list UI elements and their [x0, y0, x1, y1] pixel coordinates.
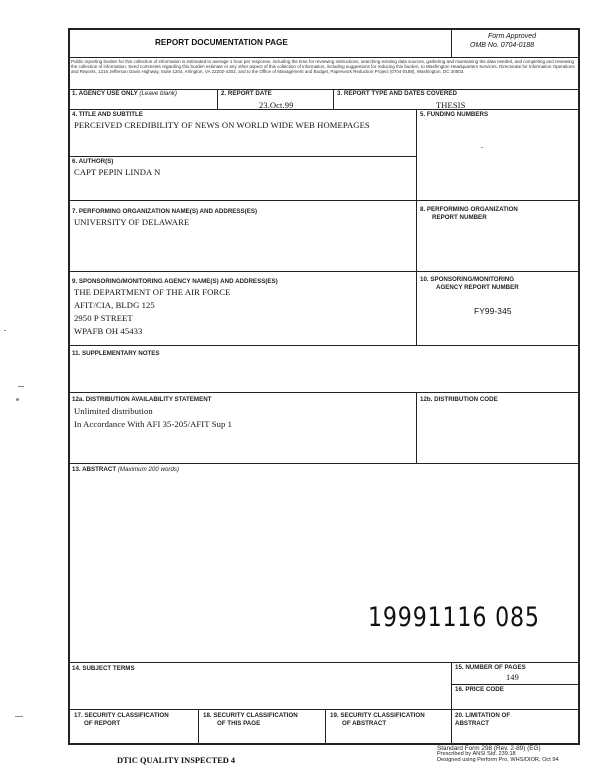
performing-org-value: UNIVERSITY OF DELAWARE: [74, 217, 190, 227]
subject-terms-label: 14. SUBJECT TERMS: [72, 665, 135, 672]
dtic-quality-stamp: DTIC QUALITY INSPECTED 4: [117, 756, 236, 765]
report-type-label: 3. REPORT TYPE AND DATES COVERED: [337, 90, 457, 97]
sec-report-label: 17. SECURITY CLASSIFICATION OF REPORT: [74, 712, 169, 727]
form-title: REPORT DOCUMENTATION PAGE: [155, 38, 288, 47]
title-value: PERCEIVED CREDIBILITY OF NEWS ON WORLD WIDE WEB HOMEPAGES: [74, 120, 370, 130]
authors-label: 6. AUTHOR(S): [72, 158, 114, 165]
performing-report-label: 8. PERFORMING ORGANIZATION REPORT NUMBER: [420, 206, 518, 221]
report-date-label: 2. REPORT DATE: [221, 90, 272, 97]
sponsoring-report-label: 10. SPONSORING/MONITORING AGENCY REPORT NUMBER: [420, 276, 519, 291]
num-pages-value: 149: [506, 673, 519, 682]
funding-label: 5. FUNDING NUMBERS: [420, 111, 489, 118]
sponsoring-line-2: AFIT/CIA, BLDG 125: [74, 300, 155, 310]
omb-number: OMB No. 0704-0188: [470, 42, 535, 49]
num-pages-label: 15. NUMBER OF PAGES: [455, 664, 526, 671]
sponsoring-line-3: 2950 P STREET: [74, 313, 133, 323]
sponsoring-line-1: THE DEPARTMENT OF THE AIR FORCE: [74, 287, 231, 297]
limitation-label: 20. LIMITATION OF ABSTRACT: [455, 712, 511, 727]
distribution-code-label: 12b. DISTRIBUTION CODE: [420, 396, 498, 403]
burden-statement: Public reporting burden for this collection of information is estimated to average 1 hour per response, including the time for reviewing instructions, searching existing data sources, gathering and maintaining the data needed, and completing and reviewing the collection of information. Send comments regarding this burden estimate or any other aspect of this collection of information, including suggestions for reducing this burden, to Washington Headquarters Services, Directorate for Information Operations and Reports, 1215 Jefferson Davis Highway, Suite 1204, Arlington, VA 22202-4302, and to the Office of Management and Budget, Paperwork Reduction Project (0704-0188), Washington, DC 20503.: [71, 59, 575, 74]
box-abstract: [68, 463, 580, 663]
box-authors: [68, 156, 417, 201]
form-approved: Form Approved: [488, 33, 536, 40]
report-type-value: THESIS: [436, 100, 466, 110]
price-code-label: 16. PRICE CODE: [455, 686, 504, 693]
distribution-label: 12a. DISTRIBUTION AVAILABILITY STATEMENT: [72, 396, 212, 403]
title-label: 4. TITLE AND SUBTITLE: [72, 111, 143, 118]
sponsoring-report-value: FY99-345: [474, 306, 512, 316]
report-date-value: 23.Oct.99: [259, 100, 294, 110]
sec-page-label: 18. SECURITY CLASSIFICATION OF THIS PAGE: [203, 712, 298, 727]
performing-org-label: 7. PERFORMING ORGANIZATION NAME(S) AND ADDRESS(ES): [72, 208, 258, 215]
distribution-line-2: In Accordance With AFI 35-205/AFIT Sup 1: [74, 419, 233, 429]
scan-dot: [481, 147, 483, 148]
agency-use-label: 1. AGENCY USE ONLY (Leave blank): [72, 90, 177, 97]
authors-value: CAPT PEPIN LINDA N: [74, 167, 161, 177]
sponsoring-org-label: 9. SPONSORING/MONITORING AGENCY NAME(S) AND ADDRESS(ES): [72, 278, 278, 285]
distribution-line-1: Unlimited distribution: [74, 406, 153, 416]
abstract-label: 13. ABSTRACT (Maximum 200 words): [72, 466, 180, 473]
accession-stamp-number: 19991116 085: [368, 602, 540, 633]
supplementary-label: 11. SUPPLEMENTARY NOTES: [72, 350, 160, 357]
standard-form-note: Standard Form 298 (Rev. 2-89) (EG) Prescribed by ANSI Std. 239.18 Designed using Perform Pro, WHS/DIOR, Oct 94: [437, 745, 559, 763]
box-funding: [416, 109, 580, 201]
sponsoring-line-4: WPAFB OH 45433: [74, 326, 143, 336]
sec-abstract-label: 19. SECURITY CLASSIFICATION OF ABSTRACT: [330, 712, 425, 727]
